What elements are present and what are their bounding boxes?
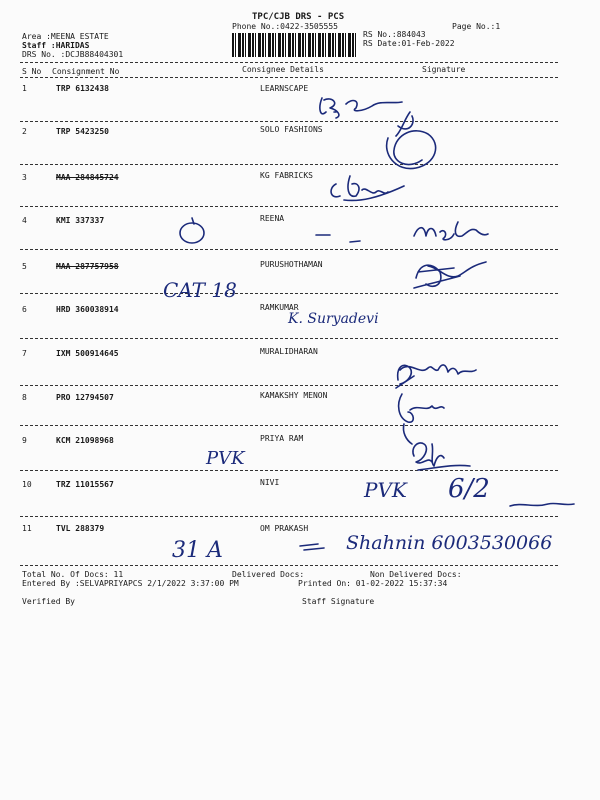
row-divider (20, 516, 558, 517)
handwritten-note-row5: CAT 18 (163, 278, 237, 302)
rs-date: RS Date:01-Feb-2022 (363, 39, 455, 48)
row-consignment: TRP 5423250 (56, 127, 109, 136)
row-sno: 9 (22, 436, 27, 445)
row-consignee: SOLO FASHIONS (260, 125, 323, 134)
sheet-title: TPC/CJB DRS - PCS (252, 12, 345, 22)
row-sno: 8 (22, 393, 27, 402)
page-number: Page No.:1 (452, 22, 501, 31)
row-divider (20, 164, 558, 165)
row-divider (20, 121, 558, 122)
row-sno: 5 (22, 262, 27, 271)
row-consignee: MURALIDHARAN (260, 347, 318, 356)
header-divider (20, 62, 558, 63)
row-divider (20, 338, 558, 339)
row-consignment: KCM 21098968 (56, 436, 114, 445)
row-consignee: OM PRAKASH (260, 524, 309, 533)
col-sno: S No (22, 67, 42, 76)
total-docs: Total No. Of Docs: 11 (22, 570, 124, 579)
handwritten-date-row10: 6/2 (448, 474, 490, 504)
phone-number: Phone No.:0422-3505555 (232, 22, 338, 31)
row-consignment: TVL 288379 (56, 524, 105, 533)
row-consignee: KAMAKSHY MENON (260, 391, 328, 400)
row-consignment: HRD 360038914 (56, 305, 119, 314)
columns-divider (20, 77, 558, 78)
row-consignment: PRO 12794507 (56, 393, 114, 402)
drs-number: DRS No. :DCJB88404301 (22, 50, 124, 59)
row-consignee: PURUSHOTHAMAN (260, 260, 323, 269)
row-consignment: TRZ 11015567 (56, 480, 114, 489)
row-sno: 4 (22, 216, 27, 225)
row-divider (20, 565, 558, 566)
row-consignee: PRIYA RAM (260, 434, 304, 443)
staff-label: Staff :HARIDAS (22, 41, 90, 50)
row-sno: 7 (22, 349, 27, 358)
row-sno: 1 (22, 84, 27, 93)
row-consignee: REENA (260, 214, 285, 223)
row-divider (20, 425, 558, 426)
non-delivered-docs: Non Delivered Docs: (370, 570, 462, 579)
entered-by: Entered By :SELVAPRIYAPCS 2/1/2022 3:37:00 PM (22, 579, 239, 588)
row-sno: 10 (22, 480, 32, 489)
row-divider (20, 249, 558, 250)
handwritten-note-row10: PVK (364, 478, 407, 502)
row-consignment: TRP 6132438 (56, 84, 109, 93)
handwritten-name-row6: K. Suryadevi (288, 311, 379, 327)
handwritten-note-row11: 31 A (172, 538, 223, 563)
verified-by: Verified By (22, 597, 75, 606)
col-consignee: Consignee Details (242, 65, 324, 74)
row-consignment: MAA 284845724 (56, 173, 119, 182)
row-divider (20, 385, 558, 386)
row-consignee: RAMKUMAR (260, 303, 299, 312)
row-sno: 2 (22, 127, 27, 136)
row-consignee: KG FABRICKS (260, 171, 313, 180)
row-consignee: NIVI (260, 478, 280, 487)
handwritten-phone-row11: Shahnin 6003530066 (346, 532, 553, 554)
row-consignment: IXM 500914645 (56, 349, 119, 358)
col-consignment: Consignment No (52, 67, 120, 76)
row-consignment: MAA 287757958 (56, 262, 119, 271)
row-consignee: LEARNSCAPE (260, 84, 309, 93)
row-sno: 6 (22, 305, 27, 314)
col-signature: Signature (422, 65, 466, 74)
row-sno: 3 (22, 173, 27, 182)
rs-number: RS No.:884043 (363, 30, 426, 39)
row-sno: 11 (22, 524, 32, 533)
staff-signature-label: Staff Signature (302, 597, 375, 606)
area-label: Area :MEENA ESTATE (22, 32, 109, 41)
row-divider (20, 470, 558, 471)
delivered-docs: Delivered Docs: (232, 570, 305, 579)
row-divider (20, 293, 558, 294)
row-divider (20, 206, 558, 207)
row-consignment: KMI 337337 (56, 216, 105, 225)
barcode-image (232, 33, 358, 57)
handwritten-note-row9: PVK (206, 448, 245, 469)
printed-on: Printed On: 01-02-2022 15:37:34 (298, 579, 448, 588)
